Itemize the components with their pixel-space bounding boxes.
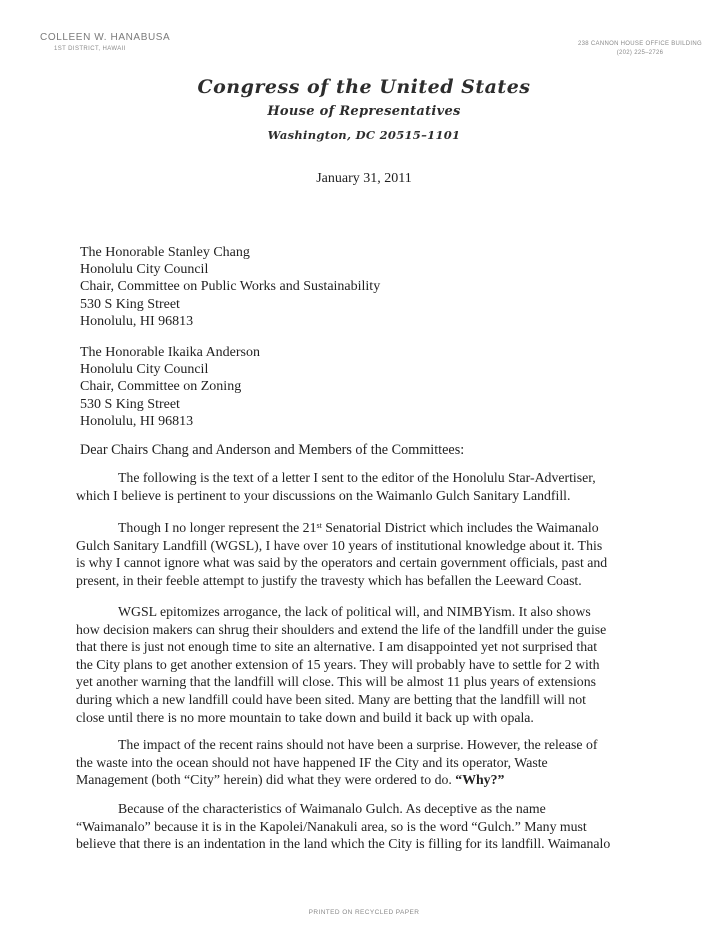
paragraph-line: WGSL epitomizes arrogance, the lack of political will, and NIMBYism. It also shows (118, 604, 591, 619)
sender-name: COLLEEN W. HANABUSA (40, 32, 171, 43)
paragraph-line: the waste into the ocean should not have happened IF the City and its operator, Waste (76, 754, 548, 770)
body-paragraph (76, 800, 636, 853)
text-run: Management (both “City” herein) did what they were ordered to do. (76, 772, 456, 788)
paragraph-line: which I believe is pertinent to your discussions on the Waimanlo Gulch Sanitary Landfill. (76, 487, 571, 503)
letterhead-house: House of Representatives (267, 104, 461, 119)
paragraph-line: during which a new landfill could have been sited. Many are betting that the landfill will not (76, 691, 586, 707)
addressee-line: The Honorable Ikaika Anderson (80, 345, 260, 360)
letterhead-congress: Congress of the United States (197, 76, 531, 98)
paragraph-line: The impact of the recent rains should not have been a surprise. However, the release of (118, 737, 598, 752)
paragraph-line (76, 771, 636, 789)
letter-date: January 31, 2011 (316, 171, 412, 186)
office-address: 238 CANNON HOUSE OFFICE BUILDING (578, 41, 702, 47)
body-paragraph (76, 603, 636, 726)
paragraph-line: how decision makers can shrug their shoulders and extend the life of the landfill under the guise (76, 621, 607, 637)
addressee-line: 530 S King Street (80, 396, 180, 412)
body-paragraph (76, 469, 636, 504)
addressee-line: The Honorable Stanley Chang (80, 245, 250, 260)
paragraph-line: close until there is no more mountain to take down and build it back up with opala. (76, 709, 534, 725)
addressee-line: Honolulu, HI 96813 (80, 313, 194, 329)
addressee-line: Chair, Committee on Public Works and Sustainability (80, 279, 381, 295)
paragraph-line: present, in their feeble attempt to justify the travesty which has befallen the Leeward Coast. (76, 572, 582, 588)
text-run: Though I no longer represent the 21 (118, 520, 317, 535)
addressee-line: Honolulu City Council (80, 262, 209, 278)
text-run: Senatorial District which includes the Waimanalo (321, 520, 599, 535)
paragraph-line: yet another warning that the landfill will close. This will be almost 11 plus years of extensions (76, 674, 596, 690)
office-address-block (578, 40, 702, 58)
paragraph-line: is why I cannot ignore what was said by the operators and certain government officials, past and (76, 555, 608, 571)
sender-district: 1ST DISTRICT, HAWAII (54, 46, 126, 52)
emphasis-why: “Why?” (455, 772, 505, 788)
paragraph-line: The following is the text of a letter I sent to the editor of the Honolulu Star-Advertiser, (118, 470, 596, 485)
paragraph-line: Because of the characteristics of Waimanalo Gulch. As deceptive as the name (118, 801, 546, 816)
footer-recycled-paper: PRINTED ON RECYCLED PAPER (308, 909, 420, 916)
ordinal-suffix: st (316, 521, 322, 530)
body-paragraph (76, 519, 636, 589)
addressee-line: Honolulu City Council (80, 362, 209, 378)
paragraph-line: believe that there is an indentation in the land which the City is filling for its landfill. Waimanalo (76, 836, 611, 852)
paragraph-line: “Waimanalo” because it is in the Kapolei/Nanakuli area, so is the word “Gulch.” Many must (76, 818, 587, 834)
addressee-block (80, 244, 380, 330)
body-paragraph (76, 736, 636, 789)
paragraph-line (76, 519, 636, 537)
addressee-line: Chair, Committee on Zoning (80, 379, 242, 395)
addressee-block (80, 344, 260, 430)
salutation: Dear Chairs Chang and Anderson and Members of the Committees: (80, 442, 465, 458)
paragraph-line: that there is just not enough time to site an alternative. I am disappointed yet not surprised that (76, 639, 598, 655)
office-phone: (202) 225–2726 (616, 50, 664, 56)
paragraph-line: the City plans to get another extension of 15 years. They will probably have to settle for 2 with (76, 656, 600, 672)
paragraph-line: Gulch Sanitary Landfill (WGSL), I have over 10 years of institutional knowledge about it. This (76, 537, 603, 553)
addressee-line: 530 S King Street (80, 296, 180, 312)
addressee-line: Honolulu, HI 96813 (80, 413, 194, 429)
letterhead-city: Washington, DC 20515–1101 (267, 128, 461, 142)
